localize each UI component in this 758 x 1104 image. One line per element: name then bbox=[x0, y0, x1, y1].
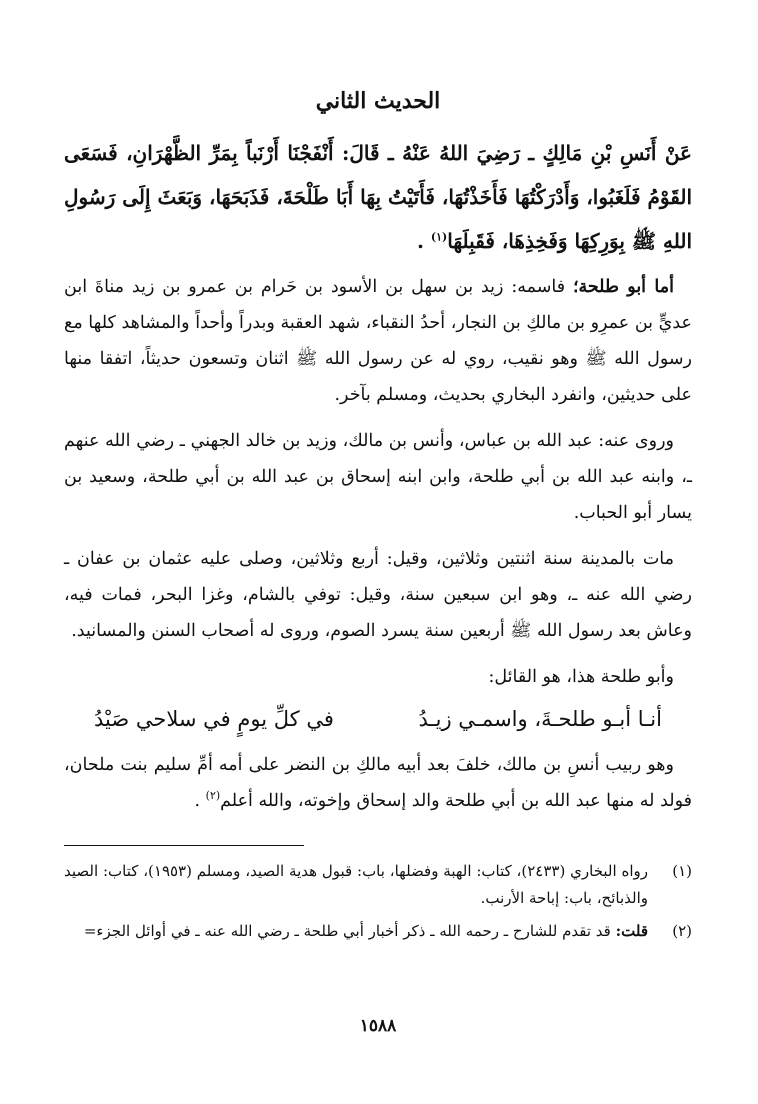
footnote-number: (٢) bbox=[672, 921, 692, 940]
footnote-lead: قلت: bbox=[615, 921, 648, 940]
closing-end: . bbox=[194, 790, 206, 811]
section-title: الحديث الثاني bbox=[315, 88, 441, 114]
paragraph-text: وأبو طلحة هذا، هو القائل: bbox=[488, 666, 674, 687]
hadith-body: عَنْ أَنَسِ بْنِ مَالِكٍ ـ رَضِيَ اللهُ عَنْهُ ـ قَالَ: أَنْفَجْنَا أَرْنَباً بِمَرِّ الظَّهْرَانِ، فَسَعَى القَوْمُ فَلَغَبُوا، وَأَدْرَكْتُهَا فَأَخَذْتُهَا، فَأَتَيْتُ بِهَا أَبَا طَلْحَةَ، فَذَبَحَهَا، وَبَعَثَ إِلَى رَسُولِ اللهِ ﷺ بِوَرِكِهَا وَفَخِذِهَا، فَقَبِلَهَا bbox=[64, 140, 692, 253]
footnote-text bbox=[64, 918, 648, 945]
verse-intro bbox=[64, 659, 692, 695]
paragraph-text: وروى عنه: عبد الله بن عباس، وأنس بن مالك، وزيد بن خالد الجهني ـ رضي الله عنهم ـ، وابنه عبد الله بن أبي طلحة، وابن ابنه إسحاق بن عبد الله بن أبي طلحة، وسعيد بن يسار أبو الحباب. bbox=[64, 430, 692, 523]
book-page bbox=[64, 86, 692, 1086]
hadith-text bbox=[64, 131, 692, 263]
footnote-body: قد تقدم للشارح ـ رحمه الله ـ ذكر أخبار أبي طلحة ـ رضي الله عنه ـ في أوائل الجزء= bbox=[83, 921, 616, 940]
poetry-verse bbox=[94, 697, 662, 741]
footnote-1 bbox=[64, 858, 692, 912]
verse-second-hemistich: في كلِّ يومٍ في سلاحي صَيْدُ bbox=[94, 706, 334, 731]
footnote-text: رواه البخاري (٢٤٣٣)، كتاب: الهبة وفضلها، باب: قبول هدية الصيد، ومسلم (١٩٥٣)، كتاب: الصيد والذبائح، باب: إباحة الأرنب. bbox=[64, 861, 648, 907]
footnote-divider bbox=[64, 845, 304, 846]
paragraph-text: مات بالمدينة سنة اثنتين وثلاثين، وقيل: أربع وثلاثين، وصلى عليه عثمان بن عفان ـ رضي الله عنه ـ، وهو ابن سبعين سنة، وقيل: توفي بالشام، وغزا البحر، فمات فيه، وعاش بعد رسول الله ﷺ أربعين سنة يسرد الصوم، وروى له أصحاب السنن والمسانيد. bbox=[64, 548, 692, 641]
footnote-ref-1: (١) bbox=[430, 230, 448, 244]
page-number: ١٥٨٨ bbox=[359, 1016, 397, 1036]
verse-first-hemistich: أنـا أبـو طلحـةَ، واسمـي زيـدُ bbox=[418, 706, 662, 731]
closing-paragraph bbox=[64, 747, 692, 819]
hadith-end: . bbox=[416, 228, 431, 253]
paragraph-text: فاسمه: زيد بن سهل بن الأسود بن حَرام بن عمرو بن زيد مناةَ ابن عديٍّ بن عمرِو بن مالكِ بن النجار، أحدُ النقباء، شهد العقبة وبدراً وأحداً والمشاهد كلها مع رسول الله ﷺ وهو نقيب، روي له عن رسول الله ﷺ اثنان وتسعون حديثاً، اتفقا منها على حديثين، وانفرد البخاري بحديث، ومسلم بآخر. bbox=[64, 276, 692, 405]
footnote-2 bbox=[64, 918, 692, 945]
narrators-paragraph bbox=[64, 423, 692, 531]
death-paragraph bbox=[64, 541, 692, 649]
biography-paragraph bbox=[64, 269, 692, 413]
paragraph-lead: أما أبو طلحة؛ bbox=[572, 276, 674, 297]
footnote-number: (١) bbox=[672, 861, 692, 880]
footnote-ref-2: (٢) bbox=[205, 788, 221, 802]
closing-text: وهو ربيب أنسِ بن مالك، خلفَ بعد أبيه مالكِ بن النضر على أمه أمِّ سليم بنت ملحان، فولد له منها عبد الله بن أبي طلحة والد إسحاق وإخوته، والله أعلم bbox=[64, 754, 692, 811]
